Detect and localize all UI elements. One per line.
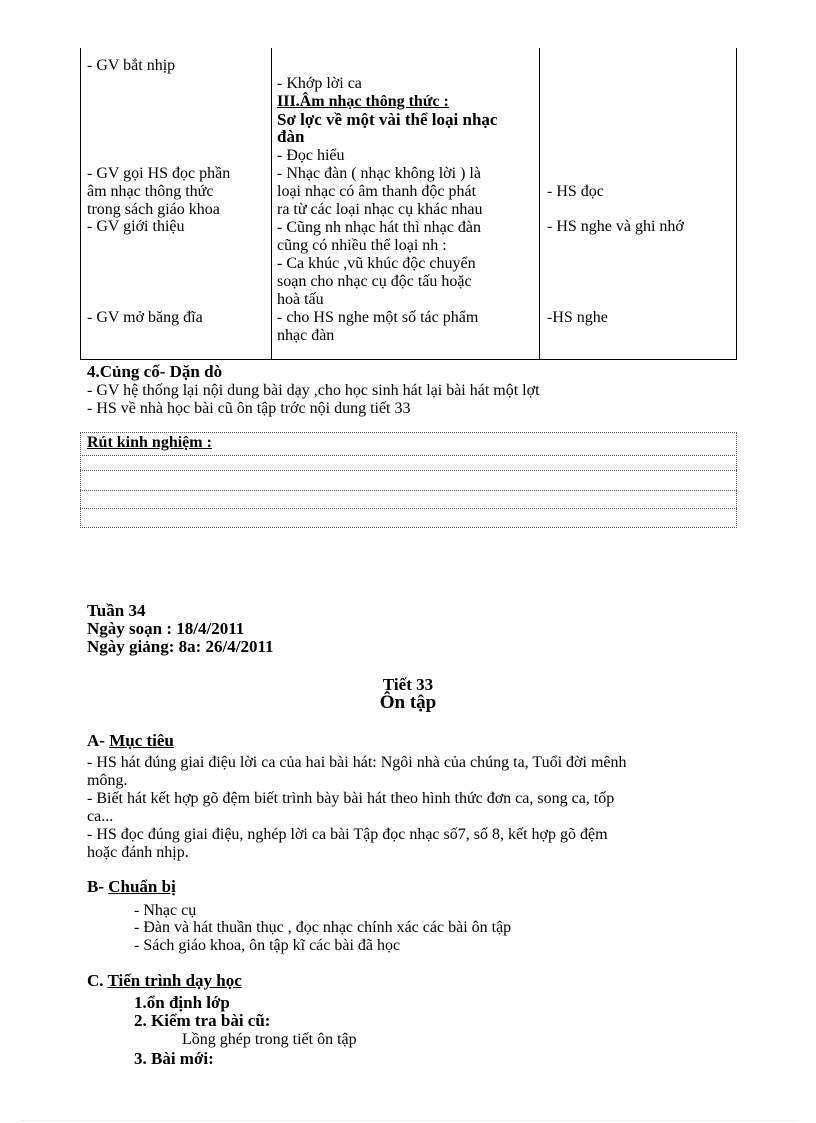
chuan-bi-line-3: - Sách giáo khoa, ôn tập kĩ các bài đã học [134, 937, 401, 954]
muc-tieu-line-4: ca... [87, 808, 114, 825]
lesson-number: Tiết 33 [382, 675, 434, 694]
content-heading-so-luoc: Sơ lợc về một vài thể loại nhạc [277, 110, 498, 129]
table-border-left [80, 48, 81, 360]
content-line-9: - cho HS nghe một số tác phẩm [277, 309, 479, 326]
content-line-3: ra từ các loại nhạc cụ khác nhau [277, 201, 483, 218]
rkn-border-top [80, 432, 737, 433]
content-line-7: soạn cho nhạc cụ độc tấu hoặc [277, 273, 472, 290]
teacher-action-goi-hs-2: âm nhạc thông thức [87, 183, 214, 200]
section-tien-trinh-heading [87, 972, 242, 990]
table-border-col2 [271, 48, 272, 360]
section-chuan-bi-prefix: B- [87, 877, 109, 896]
chuan-bi-line-2: - Đàn và hát thuần thục , đọc nhạc chính xác các bài ôn tập [134, 919, 512, 936]
content-line-6: - Ca khúc ,vũ khúc độc chuyển [277, 255, 476, 272]
student-action-nghe: -HS nghe [547, 309, 608, 326]
rkn-line-4 [80, 508, 737, 509]
chuan-bi-line-1: - Nhạc cụ [134, 902, 197, 919]
cung-co-line-1: - GV hệ thống lại nội dung bài dạy ,cho học sinh hát lại bài hát một lợt [87, 382, 540, 399]
content-line-1: - Nhạc đàn ( nhạc không lời ) là [277, 165, 481, 182]
muc-tieu-line-3: - Biết hát kết hợp gõ đệm biết trình bày bài hát theo hình thức đơn ca, song ca, tốp [87, 790, 615, 807]
rkn-border-right [736, 432, 737, 528]
teacher-action-goi-hs-1: - GV gọi HS đọc phần [87, 165, 231, 182]
rkn-line-3 [80, 490, 737, 491]
content-doc-hieu: - Đọc hiểu [277, 147, 345, 164]
teach-date: Ngày giảng: 8a: 26/4/2011 [87, 637, 274, 656]
muc-tieu-line-6: hoặc đánh nhịp. [87, 844, 189, 861]
step-kiem-tra-content: Lồng ghép trong tiết ôn tập [182, 1031, 357, 1048]
rkn-line-2 [80, 470, 737, 471]
student-action-nghe-ghi: - HS nghe và ghi nhớ [547, 218, 684, 235]
table-border-bottom [80, 359, 737, 360]
step-kiem-tra: 2. Kiểm tra bài cũ: [134, 1011, 271, 1030]
week-label: Tuần 34 [87, 601, 146, 620]
section-tien-trinh-prefix: C. [87, 971, 108, 990]
content-line-2: loại nhạc có âm thanh độc phát [277, 183, 477, 200]
rkn-line-1 [80, 455, 737, 456]
section-muc-tieu-prefix: A- [87, 731, 110, 750]
content-heading-dan: đàn [277, 127, 305, 146]
step-bai-moi: 3. Bài mới: [134, 1049, 214, 1068]
section-chuan-bi-label: Chuẩn bị [108, 877, 176, 896]
content-line-10: nhạc đàn [277, 327, 335, 344]
step-on-dinh-lop: 1.ổn định lớp [134, 993, 230, 1012]
table-border-right [736, 48, 737, 360]
muc-tieu-line-1: - HS hát đúng giai điệu lời ca của hai bài hát: Ngôi nhà của chúng ta, Tuổi đời mênh [87, 754, 627, 771]
rkn-border-left [80, 432, 81, 528]
content-line-8: hoà tấu [277, 291, 324, 308]
teacher-action-bat-nhip: - GV bắt nhịp [87, 57, 176, 74]
section-muc-tieu-heading [87, 732, 174, 750]
content-heading-am-nhac: III.Âm nhạc thông thức : [277, 93, 449, 110]
cung-co-line-2: - HS về nhà học bài cũ ôn tập trớc nội dung tiết 33 [87, 400, 411, 417]
teacher-action-gioi-thieu: - GV giới thiệu [87, 218, 185, 235]
section-title-cung-co: 4.Củng cố- Dặn dò [87, 362, 223, 381]
teacher-action-mo-bang: - GV mở băng đĩa [87, 309, 203, 326]
content-line-4: - Cũng nh nhạc hát thì nhạc đàn [277, 219, 481, 236]
teacher-action-goi-hs-3: trong sách giáo khoa [87, 201, 220, 218]
section-tien-trinh-label: Tiến trình dạy học [107, 971, 242, 990]
rkn-border-bottom [80, 527, 737, 528]
section-chuan-bi-heading [87, 878, 176, 896]
page-bottom-edge [20, 1120, 796, 1121]
prep-date: Ngày soạn : 18/4/2011 [87, 619, 245, 638]
student-action-doc: - HS đọc [547, 183, 604, 200]
section-muc-tieu-label: Mục tiêu [109, 731, 174, 750]
muc-tieu-line-2: mông. [87, 772, 128, 789]
content-line-5: cũng có nhiều thể loại nh : [277, 237, 447, 254]
muc-tieu-line-5: - HS đọc đúng giai điệu, nghép lời ca bài Tập đọc nhạc số7, số 8, kết hợp gõ đệm [87, 826, 608, 843]
rut-kinh-nghiem-label: Rút kinh nghiệm : [87, 434, 212, 451]
lesson-title: Ôn tập [379, 692, 437, 713]
content-khop-loi: - Khớp lời ca [277, 75, 362, 92]
table-border-col3 [539, 48, 540, 360]
